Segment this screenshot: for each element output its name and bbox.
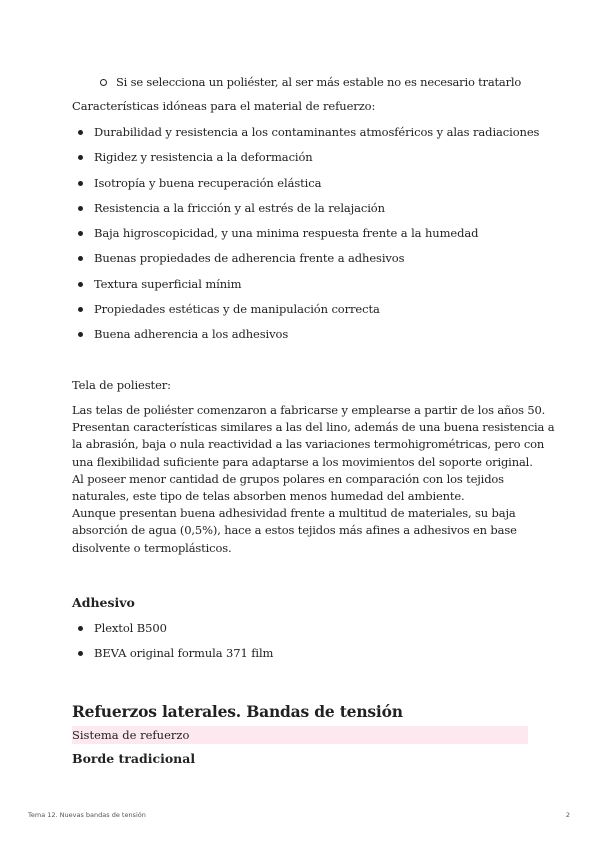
paragraph-line: Presentan características similares a las del lino, además de una buena resistencia a — [72, 420, 555, 435]
paragraph-line: disolvente o termoplásticos. — [72, 540, 232, 555]
footer-title: Tema 12. Nuevas bandas de tensión — [28, 811, 146, 819]
adhesive-heading: Adhesivo — [72, 595, 135, 610]
paragraph-line: Aunque presentan buena adhesividad frente a multitud de materiales, su baja — [72, 506, 516, 521]
polyester-paragraph — [72, 402, 555, 557]
list-item-text: Buenas propiedades de adherencia frente a adhesivos — [94, 251, 405, 266]
bullet-icon — [78, 181, 83, 186]
list-item-text: Buena adherencia a los adhesivos — [94, 327, 289, 342]
list-item-text: BEVA original formula 371 film — [94, 646, 274, 661]
bullet-icon — [78, 307, 83, 312]
section-subheading: Borde tradicional — [72, 751, 196, 766]
page-number: 2 — [565, 811, 570, 819]
list-item-text: Resistencia a la fricción y al estrés de la relajación — [94, 200, 385, 215]
hollow-bullet-icon — [100, 79, 107, 86]
polyester-title: Tela de poliester: — [72, 378, 171, 392]
paragraph-line: naturales, este tipo de telas absorben menos humedad del ambiente. — [72, 489, 465, 504]
sub-bullet-text: Si se selecciona un poliéster, al ser más estable no es necesario tratarlo — [116, 75, 522, 89]
bullet-icon — [78, 651, 83, 656]
list-item — [78, 200, 539, 225]
list-item — [78, 124, 539, 149]
characteristics-list — [78, 124, 539, 352]
list-item-text: Propiedades estéticas y de manipulación correcta — [94, 302, 380, 317]
list-item-text: Textura superficial mínim — [94, 276, 242, 291]
highlighted-label: Sistema de refuerzo — [72, 726, 528, 744]
list-item — [78, 149, 539, 174]
bullet-icon — [78, 256, 83, 261]
list-item — [78, 326, 539, 351]
section-heading: Refuerzos laterales. Bandas de tensión — [72, 702, 403, 721]
list-item — [78, 225, 539, 250]
sub-bullet-item — [100, 75, 521, 89]
bullet-icon — [78, 155, 83, 160]
list-item — [78, 175, 539, 200]
paragraph-line: Al poseer menor cantidad de grupos polares en comparación con los tejidos — [72, 471, 504, 486]
list-item-text: Rigidez y resistencia a la deformación — [94, 150, 313, 165]
list-item-text: Plextol B500 — [94, 621, 167, 635]
paragraph-line: una flexibilidad suficiente para adaptarse a los movimientos del soporte original. — [72, 454, 533, 469]
bullet-icon — [78, 332, 83, 337]
list-item — [78, 301, 539, 326]
adhesive-list — [78, 620, 273, 671]
list-item-text: Durabilidad y resistencia a los contaminantes atmosféricos y alas radiaciones — [94, 125, 540, 139]
list-item-text: Isotropía y buena recuperación elástica — [94, 175, 322, 190]
bullet-icon — [78, 282, 83, 287]
list-item — [78, 276, 539, 301]
bullet-icon — [78, 206, 83, 211]
list-item — [78, 620, 273, 645]
paragraph-line: absorción de agua (0,5%), hace a estos tejidos más afines a adhesivos en base — [72, 523, 517, 538]
paragraph-line: Las telas de poliéster comenzaron a fabricarse y emplearse a partir de los años 50. — [72, 403, 546, 417]
characteristics-intro: Características idóneas para el material de refuerzo: — [72, 99, 376, 113]
list-item — [78, 645, 273, 670]
bullet-icon — [78, 130, 83, 135]
list-item — [78, 250, 539, 275]
list-item-text: Baja higroscopicidad, y una minima respuesta frente a la humedad — [94, 226, 479, 241]
bullet-icon — [78, 231, 83, 236]
bullet-icon — [78, 626, 83, 631]
paragraph-line: la abrasión, baja o nula reactividad a las variaciones termohigrométricas, pero con — [72, 437, 545, 452]
